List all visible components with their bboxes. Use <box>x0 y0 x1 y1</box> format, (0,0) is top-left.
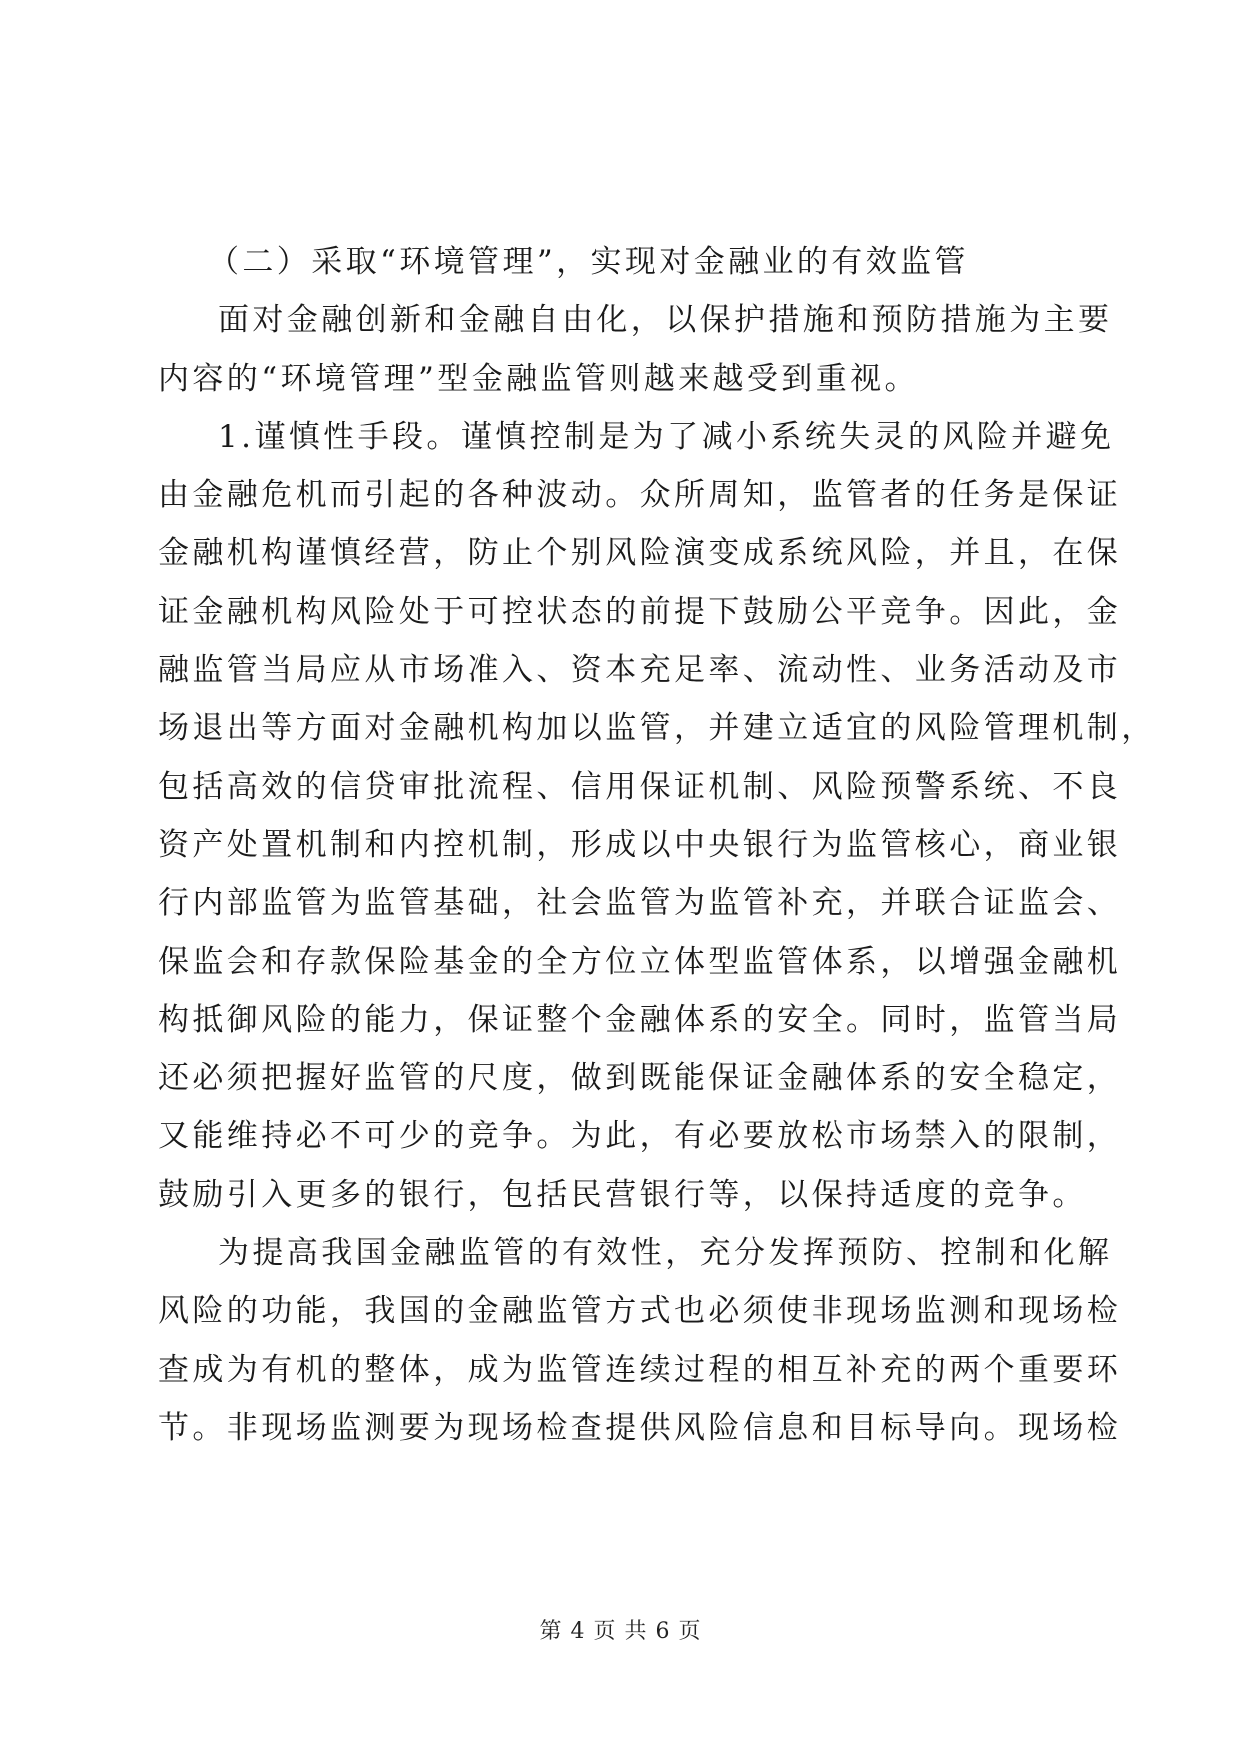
paragraph-line: 场退出等方面对金融机构加以监管，并建立适宜的风险管理机制， <box>158 710 1156 747</box>
section-heading: （二）采取“环境管理”，实现对金融业的有效监管 <box>208 244 969 280</box>
paragraph-line: 资产处置机制和内控机制，形成以中央银行为监管核心，商业银 <box>158 826 1122 863</box>
paragraph-prudential-means <box>158 408 1156 1224</box>
paragraph-line: 鼓励引入更多的银行，包括民营银行等，以保持适度的竞争。 <box>158 1176 1087 1213</box>
paragraph-line: 行内部监管为监管基础，社会监管为监管补充，并联合证监会、 <box>158 885 1122 922</box>
page-number-footer: 第 4 页 共 6 页 <box>539 1619 702 1644</box>
paragraph-intro <box>158 291 1113 408</box>
paragraph-line: 包括高效的信贷审批流程、信用保证机制、风险预警系统、不良 <box>158 768 1122 805</box>
paragraph-line: 证金融机构风险处于可控状态的前提下鼓励公平竞争。因此，金 <box>158 593 1122 630</box>
paragraph-line: 融监管当局应从市场准入、资本充足率、流动性、业务活动及市 <box>158 652 1122 689</box>
paragraph-line: 由金融危机而引起的各种波动。众所周知，监管者的任务是保证 <box>158 477 1122 514</box>
paragraph-line: 内容的“环境管理”型金融监管则越来越受到重视。 <box>158 360 919 397</box>
paragraph-line: 构抵御风险的能力，保证整个金融体系的安全。同时，监管当局 <box>158 1001 1122 1038</box>
paragraph-line: 金融机构谨慎经营，防止个别风险演变成系统风险，并且，在保 <box>158 535 1122 572</box>
paragraph-line: 面对金融创新和金融自由化，以保护措施和预防措施为主要 <box>218 302 1113 339</box>
paragraph-supervision-effectiveness <box>158 1224 1122 1457</box>
paragraph-line: 查成为有机的整体，成为监管连续过程的相互补充的两个重要环 <box>158 1351 1122 1388</box>
paragraph-line: 又能维持必不可少的竞争。为此，有必要放松市场禁入的限制， <box>158 1118 1122 1155</box>
paragraph-line: 保监会和存款保险基金的全方位立体型监管体系，以增强金融机 <box>158 943 1122 980</box>
paragraph-line: 1.谨慎性手段。谨慎控制是为了减小系统失灵的风险并避免 <box>218 418 1115 455</box>
paragraph-line: 为提高我国金融监管的有效性，充分发挥预防、控制和化解 <box>218 1235 1113 1272</box>
paragraph-line: 风险的功能，我国的金融监管方式也必须使非现场监测和现场检 <box>158 1293 1122 1330</box>
paragraph-line: 节。非现场监测要为现场检查提供风险信息和目标导向。现场检 <box>158 1409 1122 1446</box>
document-body <box>158 233 1156 1457</box>
paragraph-line: 还必须把握好监管的尺度，做到既能保证金融体系的安全稳定， <box>158 1060 1122 1097</box>
